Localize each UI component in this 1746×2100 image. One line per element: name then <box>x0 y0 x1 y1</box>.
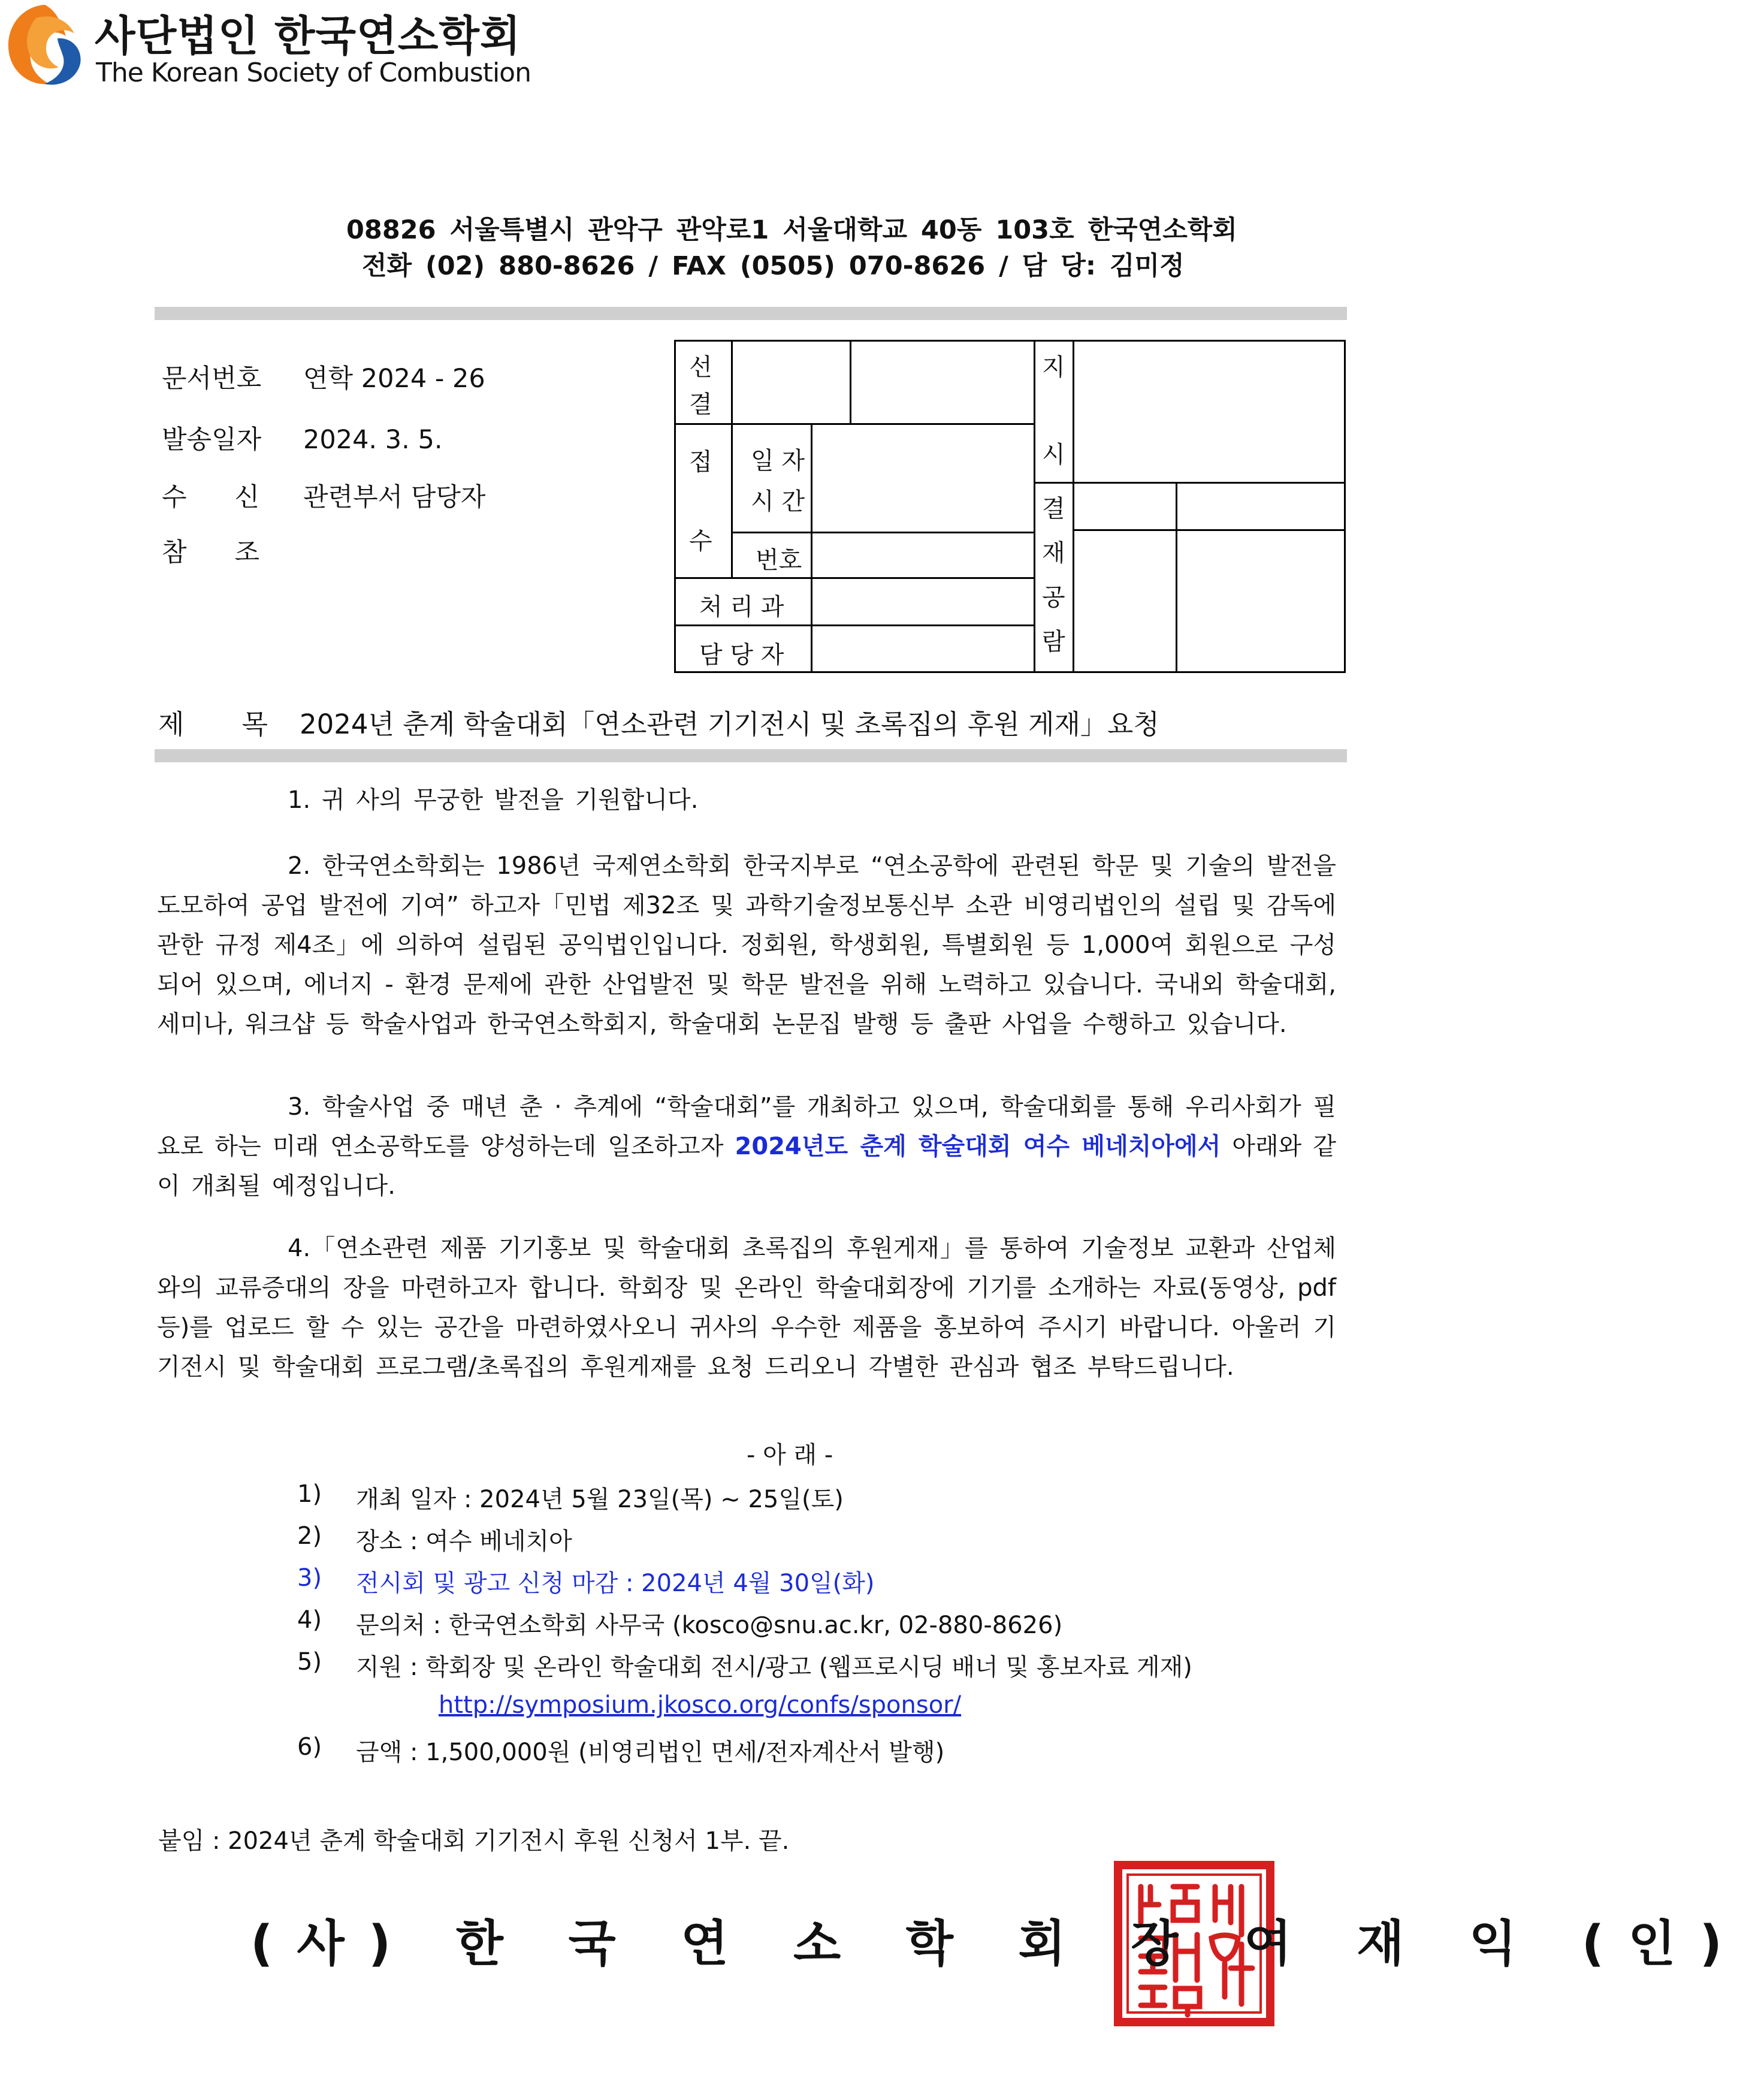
recipient: 관련부서 담당자 <box>303 482 486 512</box>
org-name-en: The Korean Society of Combustion <box>96 58 531 88</box>
divider-subject <box>155 749 1347 762</box>
label-gyeol: 결 <box>689 391 712 418</box>
paragraph-1: 1. 귀 사의 무궁한 발전을 기원합니다. <box>288 786 699 814</box>
recipient-row <box>162 477 485 514</box>
label-beonho: 번호 <box>756 547 802 574</box>
send-date: 2024. 3. 5. <box>303 425 443 455</box>
venue-highlight: 2024년도 춘계 학술대회 여수 베네치아에서 <box>735 1133 1221 1160</box>
label-seon: 선 <box>689 354 712 381</box>
label-gyeol2: 결 <box>1042 495 1065 523</box>
details-heading: - 아 래 - <box>747 1441 833 1469</box>
label-ilja: 일 자 <box>751 447 805 475</box>
sponsor-link[interactable]: http://symposium.jkosco.org/confs/sponsor/ <box>439 1691 962 1719</box>
approval-table <box>674 340 1346 673</box>
label-jeop: 접 <box>689 448 712 476</box>
attachment-line: 붙임 : 2024년 춘계 학술대회 기기전시 후원 신청서 1부. 끝. <box>158 1827 790 1855</box>
org-logo <box>0 0 689 90</box>
closing-name: 여 재 익 (인) <box>1244 1915 1746 1972</box>
paragraph-3: 3. 학술사업 중 매년 춘 · 추계에 “학술대회”를 개최하고 있으며, 학술대회를 통해 우리사회가 필요로 하는 미래 연소공학도를 양성하는데 일조하고자 2024년도 춘계 학술대회 여수 베네치아에서 아래와 같이 개최될 예정입니다. <box>157 1093 1336 1200</box>
flame-logo-icon <box>0 0 90 90</box>
reference-label: 참조 <box>162 538 308 568</box>
subject-label: 제목 <box>158 708 325 740</box>
closing-org: (사) 한 국 연 소 학 회 장 <box>250 1915 1203 1972</box>
label-sigan: 시 간 <box>751 488 805 515</box>
recipient-label: 수신 <box>162 482 308 512</box>
address-line: 08826 서울특별시 관악구 관악로1 서울대학교 40동 103호 한국연소학회 <box>346 215 1237 245</box>
label-si: 시 <box>1042 441 1065 469</box>
send-date-row <box>162 420 443 456</box>
divider-top <box>155 307 1347 320</box>
label-gong: 공 <box>1042 584 1065 611</box>
subject-text: 2024년 춘계 학술대회「연소관련 기기전시 및 초록집의 후원 게재」요청 <box>300 708 1159 740</box>
label-jae: 재 <box>1042 539 1065 567</box>
label-ji: 지 <box>1042 354 1065 381</box>
label-cheorigwa: 처 리 과 <box>699 593 784 621</box>
send-date-label: 발송일자 <box>162 425 262 455</box>
reference-row <box>162 532 308 569</box>
doc-number-label: 문서번호 <box>162 364 262 394</box>
org-name-ko: 사단법인 한국연소학회 <box>95 11 521 61</box>
doc-number-row <box>162 358 485 395</box>
closing-signature <box>250 1905 1746 1975</box>
doc-number: 연학 2024 - 26 <box>303 364 485 394</box>
subject-line <box>158 702 1159 741</box>
label-su: 수 <box>689 527 712 555</box>
contact-line: 전화 (02) 880-8626 / FAX (0505) 070-8626 / 담 당: 김미정 <box>362 251 1185 281</box>
label-damdangja: 담 당 자 <box>699 641 784 669</box>
paragraph-2: 2. 한국연소학회는 1986년 국제연소학회 한국지부로 “연소공학에 관련된 학문 및 기술의 발전을 도모하여 공업 발전에 기여” 하고자「민법 제32조 및 과학기술정보통신부 소관 비영리법인의 설립 및 감독에 관한 규정 제4조」에 의하여 설립된 공익법인입니다. 정회원, 학생회원, 특별회원 등 1,000여 회원으로 구성되어 있으며, 에너지 - 환경 문제에 관한 산업발전 및 학문 발전을 위해 노력하고 있습니다. 국내외 학술대회, 세미나, 워크샵 등 학술사업과 한국연소학회지, 학술대회 논문집 발행 등 출판 사업을 수행하고 있습니다. <box>157 852 1336 1038</box>
paragraph-4: 4.「연소관련 제품 기기홍보 및 학술대회 초록집의 후원게재」를 통하여 기술정보 교환과 산업체와의 교류증대의 장을 마련하고자 합니다. 학회장 및 온라인 학술대회장에 기기를 소개하는 자료(동영상, pdf 등)를 업로드 할 수 있는 공간을 마련하였사오니 귀사의 우수한 제품을 홍보하여 주시기 바랍니다. 아울러 기기전시 및 학술대회 프로그램/초록집의 후원게재를 요청 드리오니 각별한 관심과 협조 부탁드립니다. <box>157 1235 1336 1381</box>
label-ram: 람 <box>1042 628 1065 656</box>
